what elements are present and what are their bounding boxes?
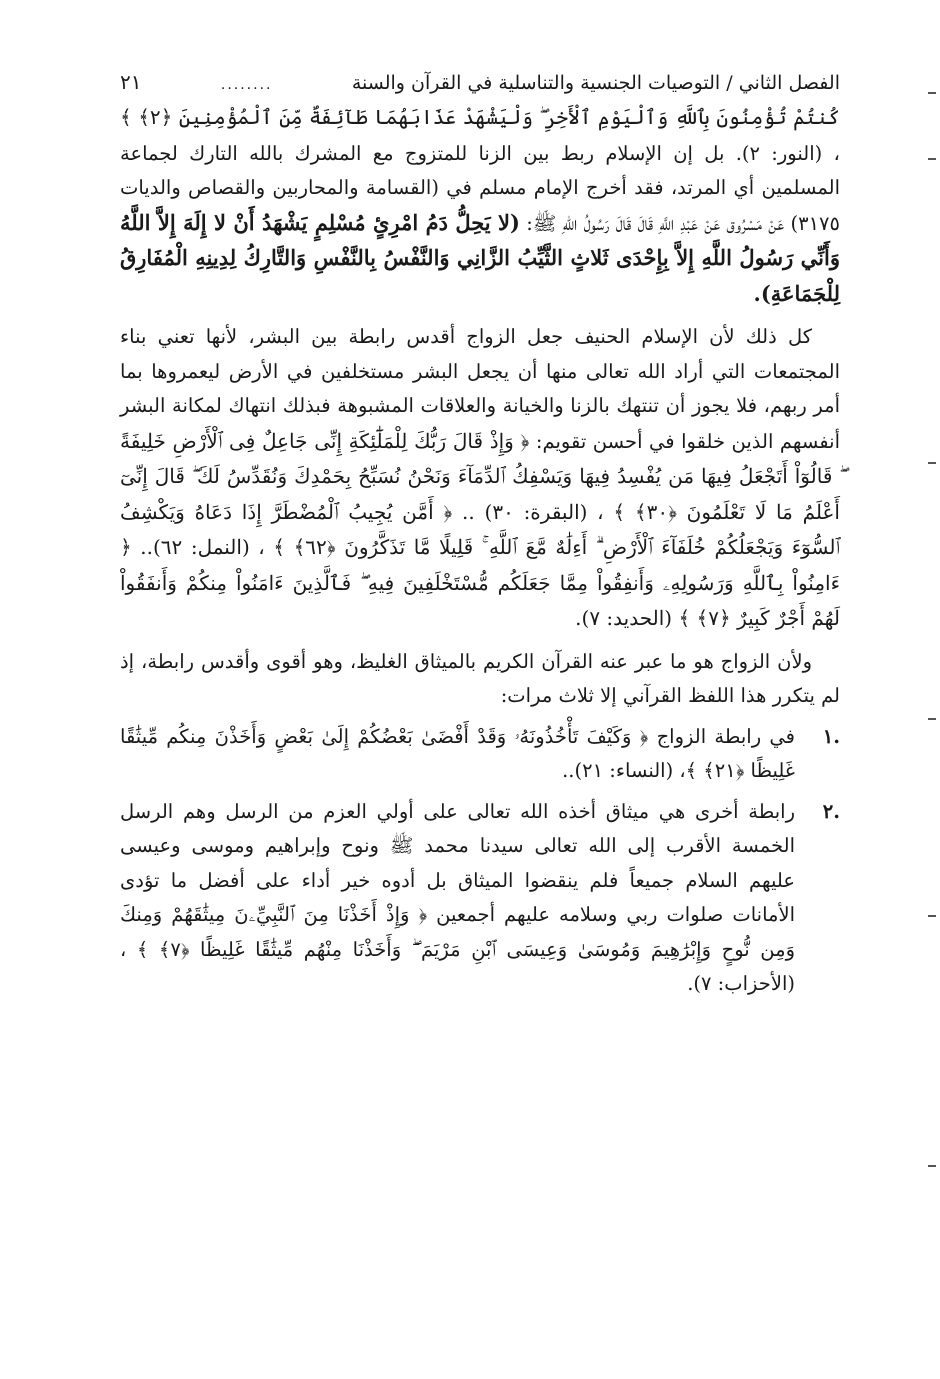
hadith-text: (لا يَحِلُّ دَمُ امْرِئٍ مُسْلِمٍ يَشْهَدُ أَنْ لا إِلَهَ إِلاَّ اللَّهُ وَأَنِّي رَسُولُ اللَّهِ إِلاَّ بِإِحْدَى ثَلاثٍ الثَّيِّبُ الزَّانِي وَالنَّفْسُ بِالنَّفْسِ وَالتَّارِكُ لِدِينِهِ الْمُفَارِقُ لِلْجَمَاعَةِ). — [120, 209, 840, 306]
margin-mark — [928, 915, 936, 917]
body-text: (النور: ٢). بل إن الإسلام ربط بين الزنا للمتزوج مع المشرك بالله التارك لجماعة المسلمين أي المرتد، فقد أخرج الإمام مسلم في (القسامة والمحاربين والقصاص والديات ٣١٧٥) عَنْ مَسْرُوق عَنْ عَبْدِ اللَّهِ قَالَ قَالَ رَسُولُ اللهِ ﷺ: — [120, 141, 841, 235]
margin-mark — [928, 718, 936, 720]
margin-mark — [928, 1165, 936, 1167]
list-item-text: رابطة أخرى هي ميثاق أخذه الله تعالى على أولي العزم من الرسل وهم الرسل الخمسة الأقرب إلى الله تعالى سيدنا محمد ﷺ ونوح وإبراهيم وموسى وعيسى عليهم السلام جميعاً فلم ينقضوا الميثاق بل أدوه خير أداء على أفضل ما تؤدى الأمانات صلوات ربي وسلامه عليهم أجمعين ﴿ وَإِذْ أَخَذْنَا مِنَ ٱلنَّبِيِّۦنَ مِيثَٰقَهُمْ وَمِنكَ وَمِن نُّوحٍ وَإِبْرَٰهِيمَ وَمُوسَىٰ وَعِيسَى ٱبْنِ مَرْيَمَ ۖ وَأَخَذْنَا مِنْهُم مِّيثَٰقًا غَلِيظًا ﴿٧﴾ ﴾ ، (الأحزاب: ٧). — [120, 799, 795, 995]
list-item — [120, 795, 840, 1002]
quran-verse: كُنتُمْ تُؤْمِنُونَ بِٱللَّهِ وَٱلْيَوْمِ ٱلْأَخِرِ ۖ وَلْيَشْهَدْ عَذَابَهُمَا طَآئِفَةٌ مِّنَ ٱلْمُؤْمِنِينَ ﴿٢﴾ ﴾ ، — [120, 105, 840, 165]
body-text: ولأن الزواج هو ما عبر عنه القرآن الكريم بالميثاق الغليظ، وهو أقوى وأقدس رابطة، إذ لم يتكرر هذا اللفظ القرآني إلا ثلاث مرات: — [120, 649, 840, 707]
paragraph-2 — [120, 320, 840, 637]
body-text: كل ذلك لأن الإسلام الحنيف جعل الزواج أقدس رابطة بين البشر، لأنها تعني بناء المجتمعات التي أراد الله تعالى منها أن يجعل البشر مستخلفين في الأرض ليعمروها بما أمر ربهم، فلا يجوز أن تنتهك بالزنا والخيانة والعلاقات المشبوهة فبذلك انتهاك لمكانة البشر أنفسهم الذين خلقوا في أحسن تقويم: — [120, 325, 840, 453]
header-leader-dots: ........ — [220, 77, 273, 93]
margin-mark — [928, 158, 936, 160]
document-page — [120, 70, 840, 1002]
paragraph-3 — [120, 645, 840, 714]
running-header — [120, 70, 840, 100]
margin-mark — [928, 92, 936, 94]
margin-mark — [928, 462, 936, 464]
page-number: ٢١ — [120, 70, 142, 94]
list-item — [120, 720, 840, 789]
list-number: .٢ — [822, 799, 840, 823]
paragraph-1 — [120, 100, 840, 312]
list-item-text: في رابطة الزواج ﴿ وَكَيْفَ تَأْخُذُونَهُۥ وَقَدْ أَفْضَىٰ بَعْضُكُمْ إِلَىٰ بَعْضٍ وَأَخَذْنَ مِنكُم مِّيثَٰقًا غَلِيظًا ﴿٢١﴾ ﴾، (النساء: ٢١).. — [120, 724, 795, 782]
chapter-title: الفصل الثاني / التوصيات الجنسية والتناسلية في القرآن والسنة — [351, 72, 840, 94]
list-number: .١ — [822, 724, 840, 748]
quran-verse: ﴿ وَإِذْ قَالَ رَبُّكَ لِلْمَلَٰٓئِكَةِ إِنِّى جَاعِلٌ فِى ٱلْأَرْضِ خَلِيفَةً ۖ قَالُوٓاْ أَتَجْعَلُ فِيهَا مَن يُفْسِدُ فِيهَا وَيَسْفِكُ ٱلدِّمَآءَ وَنَحْنُ نُسَبِّحُ بِحَمْدِكَ وَنُقَدِّسُ لَكَ ۖ قَالَ إِنِّىٓ أَعْلَمُ مَا لَا تَعْلَمُونَ ﴿٣٠﴾ ﴾ ، (البقرة: ٣٠) .. ﴿ أَمَّن يُجِيبُ ٱلْمُضْطَرَّ إِذَا دَعَاهُ وَيَكْشِفُ ٱلسُّوٓءَ وَيَجْعَلُكُمْ خُلَفَآءَ ٱلْأَرْضِ ۗ أَءِلَٰهٌ مَّعَ ٱللَّهِ ۚ قَلِيلًا مَّا تَذَكَّرُونَ ﴿٦٢﴾ ﴾ ، (النمل: ٦٢).. ﴿ ءَامِنُواْ بِٱللَّهِ وَرَسُولِهِۦ وَأَنفِقُواْ مِمَّا جَعَلَكُم مُّسْتَخْلَفِينَ فِيهِ ۖ فَٱلَّذِينَ ءَامَنُواْ مِنكُمْ وَأَنفَقُواْ لَهُمْ أَجْرٌ كَبِيرٌ ﴿٧﴾ ﴾ (الحديد: ٧). — [120, 428, 840, 630]
